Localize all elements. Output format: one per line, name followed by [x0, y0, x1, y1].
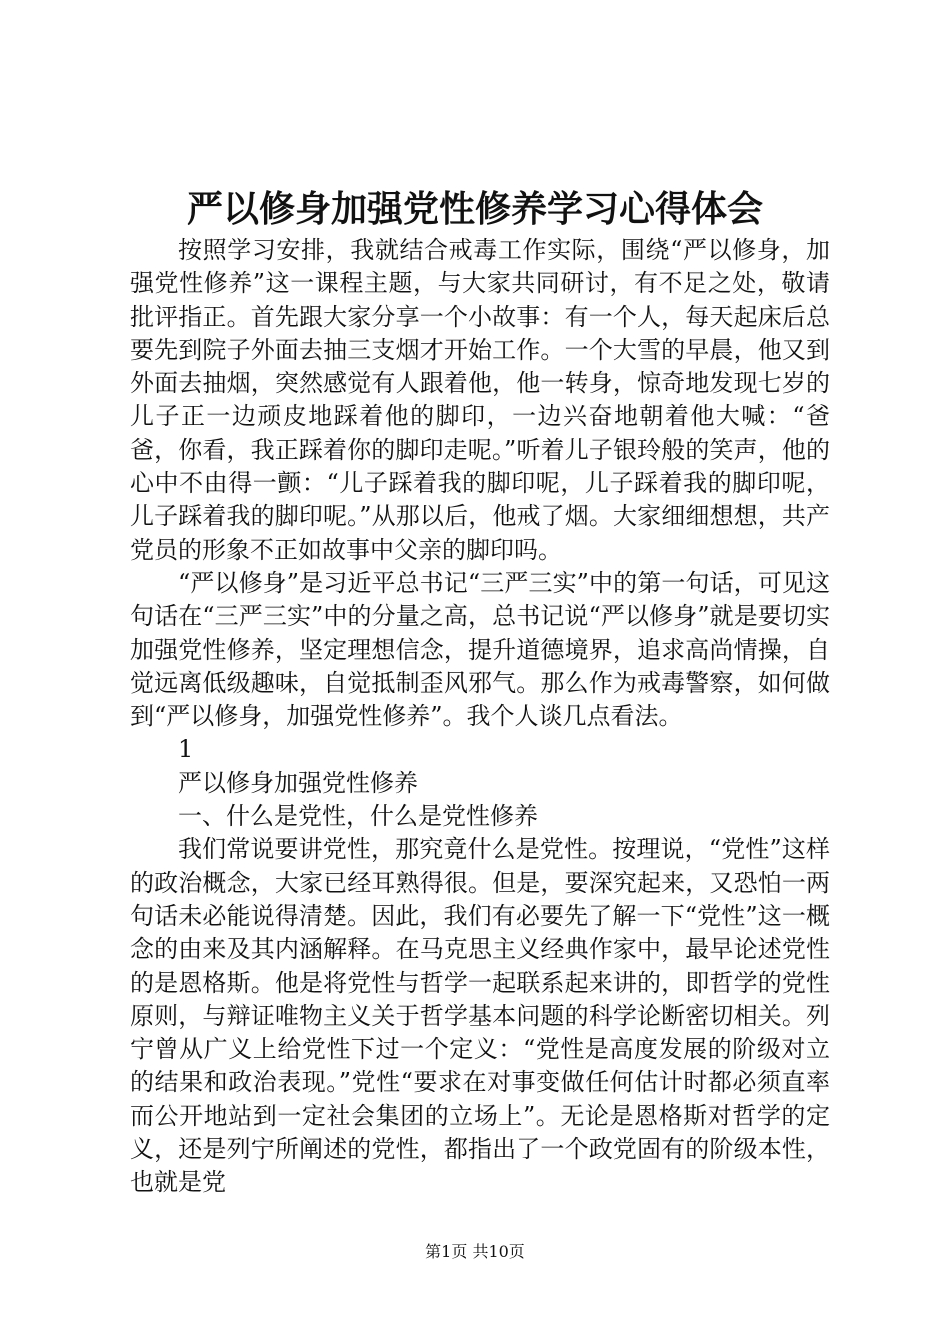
paragraph-intro: 按照学习安排，我就结合戒毒工作实际，围绕“严以修身，加强党性修养”这一课程主题，与大家共同研讨，有不足之处，敬请批评指正。首先跟大家分享一个小故事：有一个人，每天起床后总要先到院子外面去抽三支烟才开始工作。一个大雪的早晨，他又到外面去抽烟，突然感觉有人跟着他，他一转身，惊奇地发现七岁的儿子正一边顽皮地踩着他的脚印，一边兴奋地朝着他大喊：“爸爸，你看，我正踩着你的脚印走呢。”听着儿子银玲般的笑声，他的心中不由得一颤：“儿子踩着我的脚印呢，儿子踩着我的脚印呢，儿子踩着我的脚印呢。”从那以后，他戒了烟。大家细细想想，共产党员的形象不正如故事中父亲的脚印吗。: [130, 236, 830, 564]
running-heading: 严以修身加强党性修养: [178, 768, 418, 797]
page-footer: 第1页 共10页: [425, 1242, 525, 1261]
document-body: [130, 234, 830, 1200]
document-title: 严以修身加强党性修养学习心得体会: [186, 188, 763, 230]
paragraph-yanyixiushen: “严以修身”是习近平总书记“三严三实”中的第一句话，可见这句话在“三严三实”中的分量之高，总书记说“严以修身”就是要切实加强党性修养，坚定理想信念，提升道德境界，追求高尚情操，自觉远离低级趣味，自觉抵制歪风邪气。那么作为戒毒警察，如何做到“严以修身，加强党性修养”。我个人谈几点看法。: [130, 568, 830, 731]
page-number-marker: 1: [178, 735, 194, 764]
paragraph-dangxing: 我们常说要讲党性，那究竟什么是党性。按理说，“党性”这样的政治概念，大家已经耳熟得很。但是，要深究起来，又恐怕一两句话未必能说得清楚。因此，我们有必要先了解一下“党性”这一概念的由来及其内涵解释。在马克思主义经典作家中，最早论述党性的是恩格斯。他是将党性与哲学一起联系起来讲的，即哲学的党性原则，与辩证唯物主义关于哲学基本问题的科学论断密切相关。列宁曾从广义上给党性下过一个定义：“党性是高度发展的阶级对立的结果和政治表现。”党性“要求在对事变做任何估计时都必须直率而公开地站到一定社会集团的立场上”。无论是恩格斯对哲学的定义，还是列宁所阐述的党性，都指出了一个政党固有的阶级本性，也就是党: [130, 835, 830, 1197]
section-heading: 一、什么是党性，什么是党性修养: [178, 802, 538, 831]
